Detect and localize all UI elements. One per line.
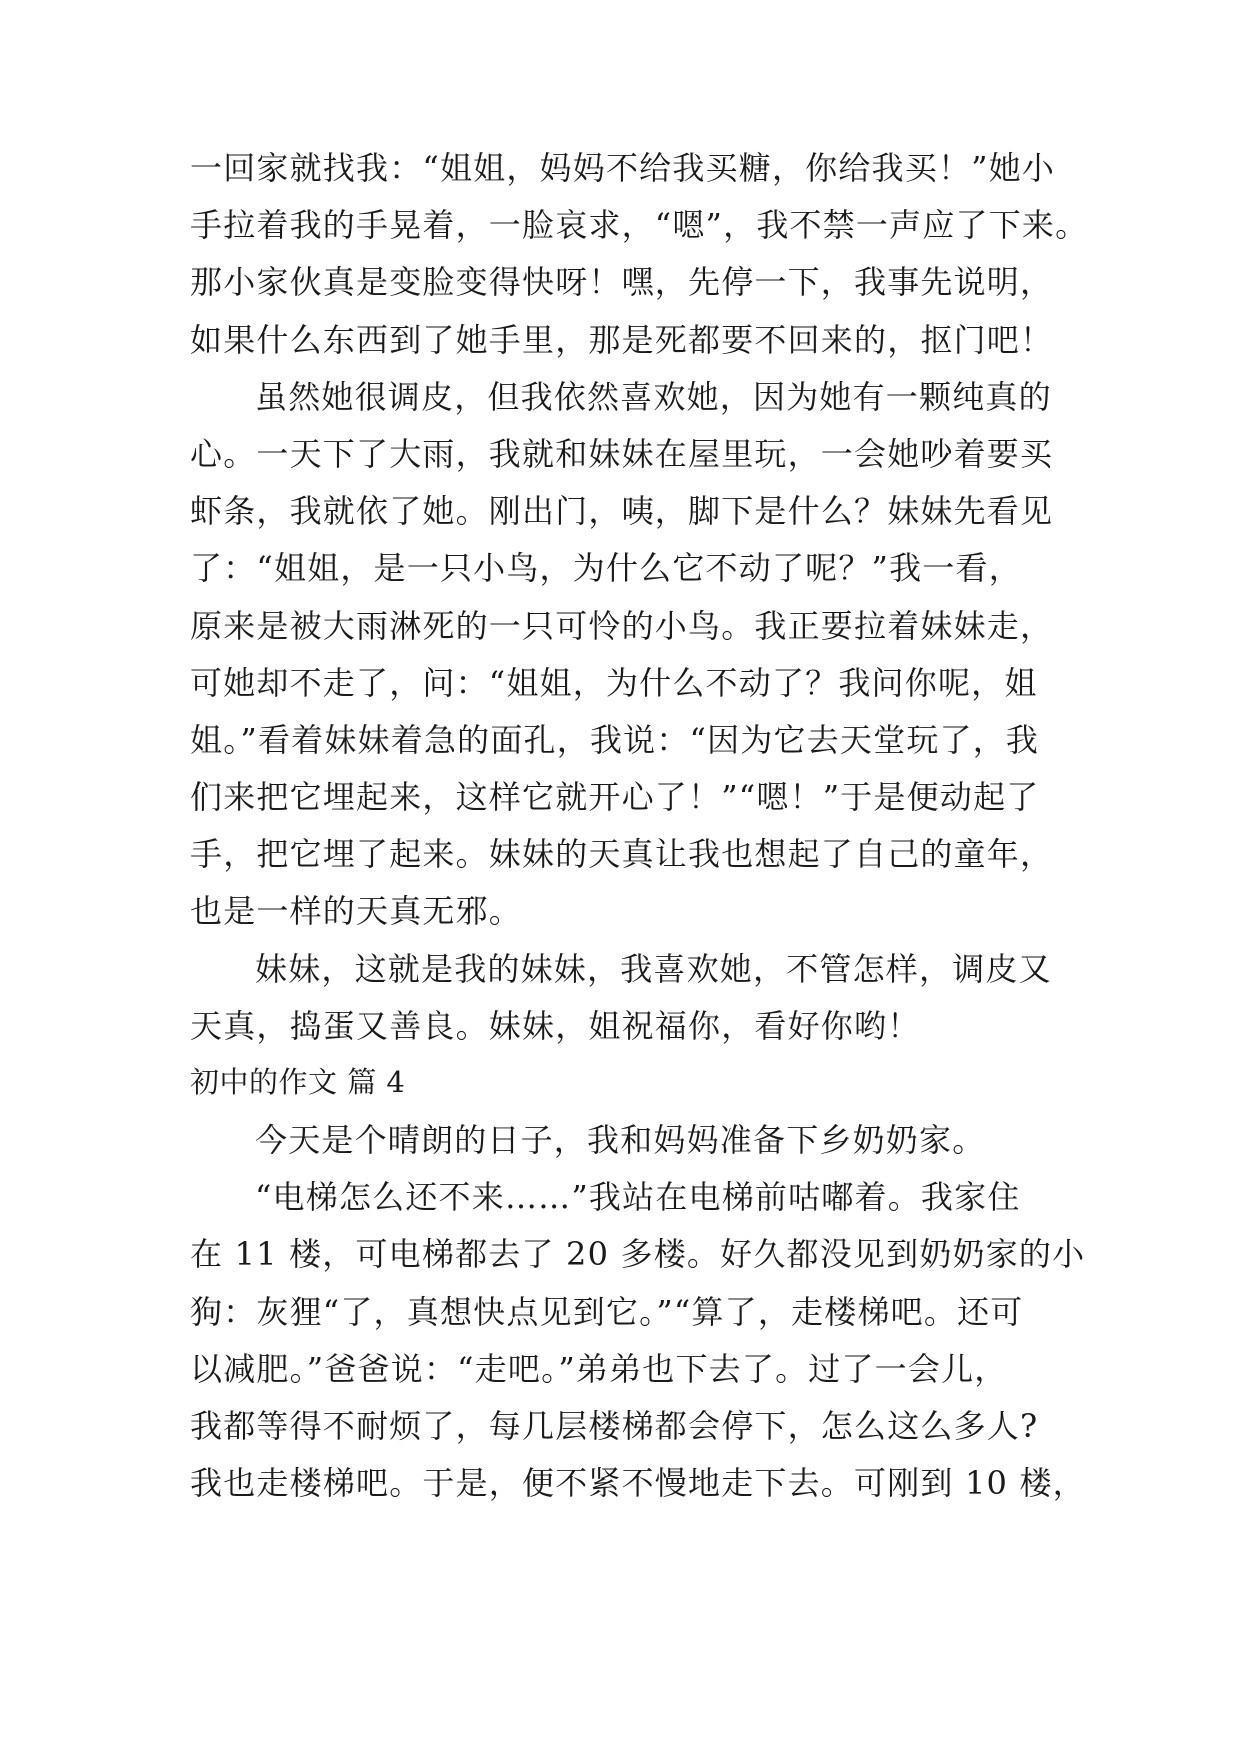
section-heading: 初中的作文 篇 4 — [190, 1065, 406, 1099]
text-line: 天真，捣蛋又善良。妹妹，姐祝福你，看好你哟！ — [190, 1007, 921, 1045]
text-line: 可她却不走了，问：“姐姐，为什么不动了？我问你呢，姐 — [190, 664, 1038, 702]
text-line: 在 11 楼，可电梯都去了 20 多楼。好久都没见到奶奶家的小 — [190, 1235, 1086, 1273]
text-line: 姐。”看着妹妹着急的面孔，我说：“因为它去天堂玩了，我 — [190, 721, 1040, 759]
text-line: 狗：灰狸“了，真想快点见到它。”“算了，走楼梯吧。还可 — [190, 1293, 1024, 1331]
paragraph-first-line: 今天是个晴朗的日子，我和妈妈准备下乡奶奶家。 — [255, 1121, 986, 1159]
text-line: 也是一样的天真无邪。 — [190, 892, 523, 930]
paragraph-first-line: “电梯怎么还不来……”我站在电梯前咕嘟着。我家住 — [255, 1178, 1021, 1216]
text-line: 们来把它埋起来，这样它就开心了！”“嗯！”于是便动起了 — [190, 778, 1040, 816]
paragraph-first-line: 虽然她很调皮，但我依然喜欢她，因为她有一颗纯真的 — [255, 378, 1052, 416]
text-line: 原来是被大雨淋死的一只可怜的小鸟。我正要拉着妹妹走， — [190, 607, 1054, 645]
text-line: 以减肥。”爸爸说：“走吧。”弟弟也下去了。过了一会儿， — [190, 1350, 1008, 1388]
text-line: 那小家伙真是变脸变得快呀！嘿，先停一下，我事先说明， — [190, 263, 1054, 301]
text-line: 心。一天下了大雨，我就和妹妹在屋里玩，一会她吵着要买 — [190, 435, 1054, 473]
text-line: 我也走楼梯吧。于是，便不紧不慢地走下去。可刚到 10 楼， — [190, 1464, 1086, 1502]
text-line: 如果什么东西到了她手里，那是死都要不回来的，抠门吧！ — [190, 321, 1054, 359]
paragraph-first-line: 妹妹，这就是我的妹妹，我喜欢她，不管怎样，调皮又 — [255, 950, 1052, 988]
text-line: 手拉着我的手晃着，一脸哀求，“嗯”，我不禁一声应了下来。 — [190, 206, 1089, 244]
text-line: 一回家就找我：“姐姐，妈妈不给我买糖，你给我买！”她小 — [190, 149, 1056, 187]
text-line: 虾条，我就依了她。刚出门，咦，脚下是什么？妹妹先看见 — [190, 492, 1054, 530]
text-line: 手，把它埋了起来。妹妹的天真让我也想起了自己的童年， — [190, 835, 1054, 873]
text-line: 我都等得不耐烦了，每几层楼梯都会停下，怎么这么多人? — [190, 1407, 1039, 1445]
text-line: 了：“姐姐，是一只小鸟，为什么它不动了呢？”我一看， — [190, 549, 1022, 587]
